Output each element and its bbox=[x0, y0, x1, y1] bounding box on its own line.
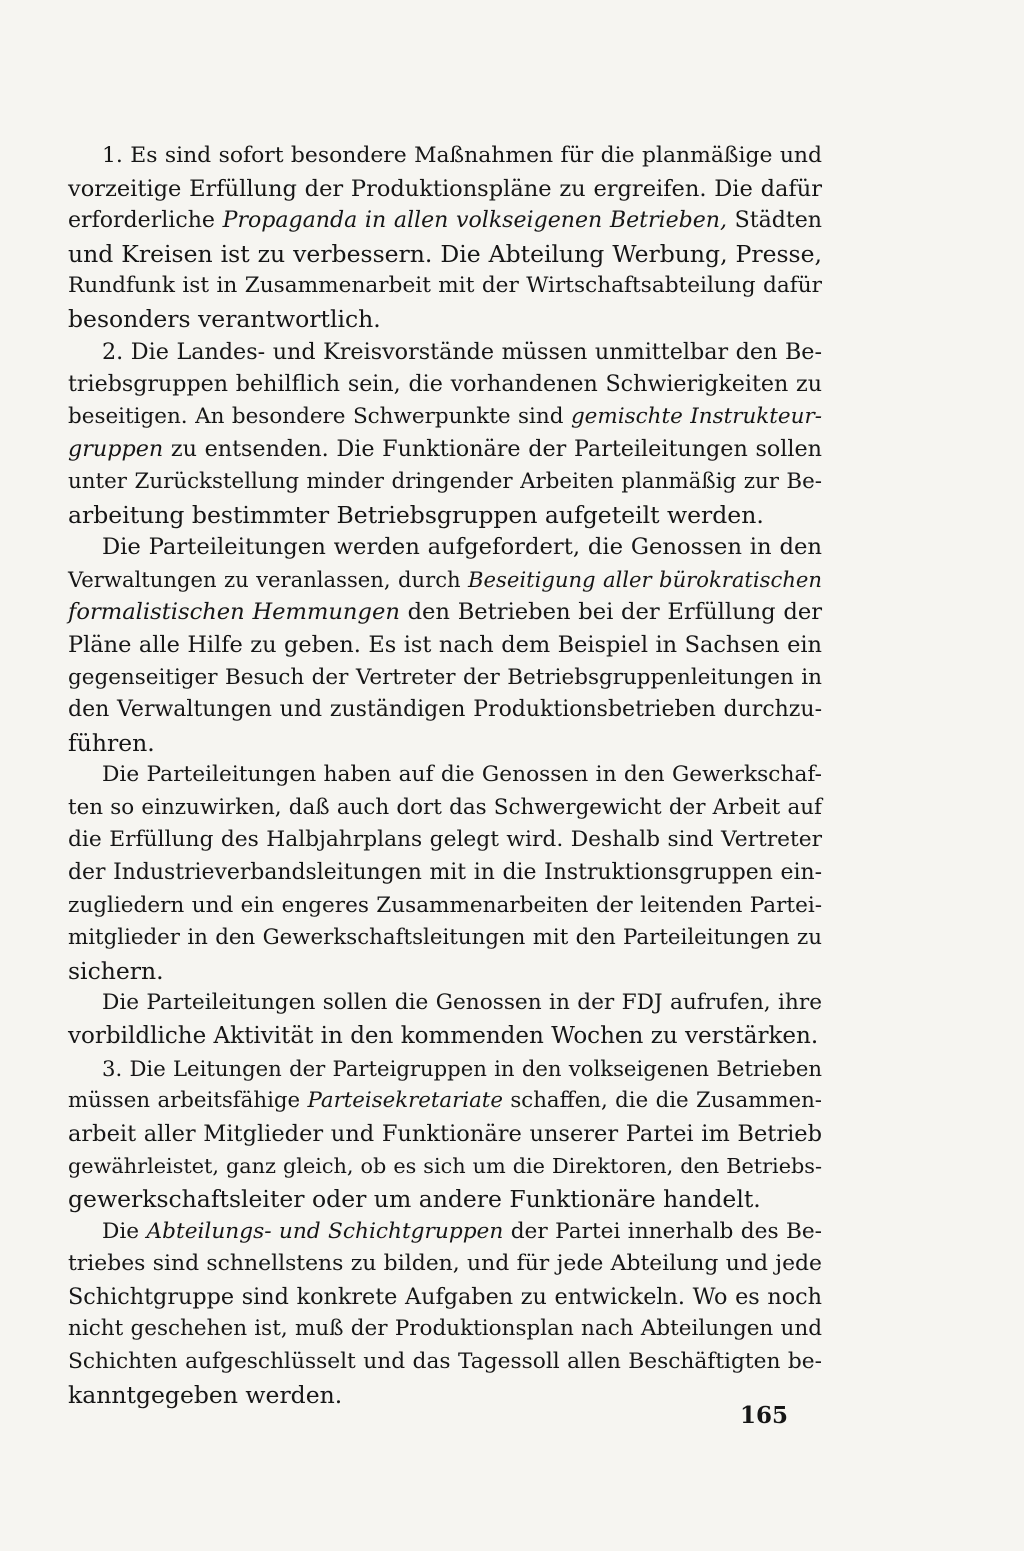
text-line: Schichten aufgeschlüsselt und das Tagessoll allen Beschäftigten be- bbox=[68, 1348, 822, 1374]
text-line: zugliedern und ein engeres Zusammenarbeiten der leitenden Partei- bbox=[68, 892, 822, 918]
text-line: triebsgruppen behilflich sein, die vorhandenen Schwierigkeiten zu bbox=[68, 371, 822, 398]
text-line: Pläne alle Hilfe zu geben. Es ist nach dem Beispiel in Sachsen ein bbox=[68, 631, 822, 658]
text-line: besonders verantwortlich. bbox=[68, 304, 381, 333]
text-line: triebes sind schnellstens zu bilden, und für jede Abteilung und jede bbox=[68, 1251, 822, 1277]
emphasis: gruppen bbox=[68, 436, 164, 463]
text-line: Rundfunk ist in Zusammenarbeit mit der Wirtschaftsabteilung dafür bbox=[68, 273, 822, 299]
text-line: 3. Die Leitungen der Parteigruppen in den volkseigenen Betrieben bbox=[102, 1055, 822, 1081]
text-line: und Kreisen ist zu verbessern. Die Abteilung Werbung, Presse, bbox=[68, 239, 822, 268]
emphasis: Propaganda in allen volkseigenen Betrieben, bbox=[222, 208, 727, 234]
text-line: müssen arbeitsfähige Parteisekretariate schaffen, die die Zusammen- bbox=[68, 1088, 822, 1114]
text-line: arbeit aller Mitglieder und Funktionäre unserer Partei im Betrieb bbox=[68, 1120, 822, 1147]
text-line: vorbildliche Aktivität in den kommenden Wochen zu verstärken. bbox=[68, 1023, 819, 1050]
text-line: führen. bbox=[68, 728, 155, 757]
text-line: kanntgegeben werden. bbox=[68, 1380, 343, 1409]
text-line: ten so einzuwirken, daß auch dort das Schwergewicht der Arbeit auf bbox=[68, 794, 822, 820]
text-line: erforderliche Propaganda in allen volkseigenen Betrieben, Städten bbox=[68, 208, 822, 234]
text-line: 2. Die Landes- und Kreisvorstände müssen unmittelbar den Be- bbox=[102, 338, 822, 365]
text-line: Die Parteileitungen sollen die Genossen in der FDJ aufrufen, ihre bbox=[102, 990, 822, 1016]
text-line: Die Parteileitungen haben auf die Genossen in den Gewerkschaf- bbox=[102, 762, 822, 788]
text-line: die Erfüllung des Halbjahrplans gelegt wird. Deshalb sind Vertreter bbox=[68, 827, 822, 853]
text-line: sichern. bbox=[68, 956, 164, 985]
text-line: den Verwaltungen und zuständigen Produktionsbetrieben durchzu- bbox=[68, 697, 822, 723]
emphasis: gemischte Instrukteur- bbox=[570, 403, 822, 429]
page-number: 165 bbox=[740, 1402, 789, 1429]
text-line: Verwaltungen zu veranlassen, durch Beseitigung aller bürokratischen bbox=[68, 566, 822, 592]
emphasis: Parteisekretariate bbox=[307, 1088, 503, 1114]
text-line: Schichtgruppe sind konkrete Aufgaben zu entwickeln. Wo es noch bbox=[68, 1283, 822, 1310]
text-line: nicht geschehen ist, muß der Produktionsplan nach Abteilungen und bbox=[68, 1316, 822, 1342]
text-line: arbeitung bestimmter Betriebsgruppen aufgeteilt werden. bbox=[68, 500, 764, 529]
text-line: 1. Es sind sofort besondere Maßnahmen für die planmäßige und bbox=[102, 143, 822, 168]
body-text bbox=[68, 140, 822, 1411]
text-line: vorzeitige Erfüllung der Produktionspläne zu ergreifen. Die dafür bbox=[68, 175, 822, 202]
text-line: unter Zurückstellung minder dringender Arbeiten planmäßig zur Be- bbox=[68, 468, 822, 494]
text-line: beseitigen. An besondere Schwerpunkte sind gemischte Instrukteur- bbox=[68, 403, 822, 429]
text-line: gruppen zu entsenden. Die Funktionäre der Parteileitungen sollen bbox=[68, 436, 822, 463]
text-line: gegenseitiger Besuch der Vertreter der Betriebsgruppenleitungen in bbox=[68, 664, 822, 690]
text-line: Die Abteilungs- und Schichtgruppen der Partei innerhalb des Be- bbox=[102, 1218, 822, 1244]
text-line: gewerkschaftsleiter oder um andere Funktionäre handelt. bbox=[68, 1185, 761, 1213]
emphasis: Abteilungs- und Schichtgruppen bbox=[146, 1218, 504, 1244]
text-line: gewährleistet, ganz gleich, ob es sich um die Direktoren, den Betriebs- bbox=[68, 1154, 822, 1179]
text-line: formalistischen Hemmungen den Betrieben bei der Erfüllung der bbox=[68, 599, 822, 626]
emphasis: formalistischen Hemmungen bbox=[68, 599, 400, 626]
emphasis: Beseitigung aller bürokratischen bbox=[468, 566, 822, 592]
text-line: Die Parteileitungen werden aufgefordert, die Genossen in den bbox=[102, 534, 822, 561]
text-line: mitglieder in den Gewerkschaftsleitungen mit den Parteileitungen zu bbox=[68, 925, 822, 951]
text-line: der Industrieverbandsleitungen mit in die Instruktionsgruppen ein- bbox=[68, 860, 822, 886]
